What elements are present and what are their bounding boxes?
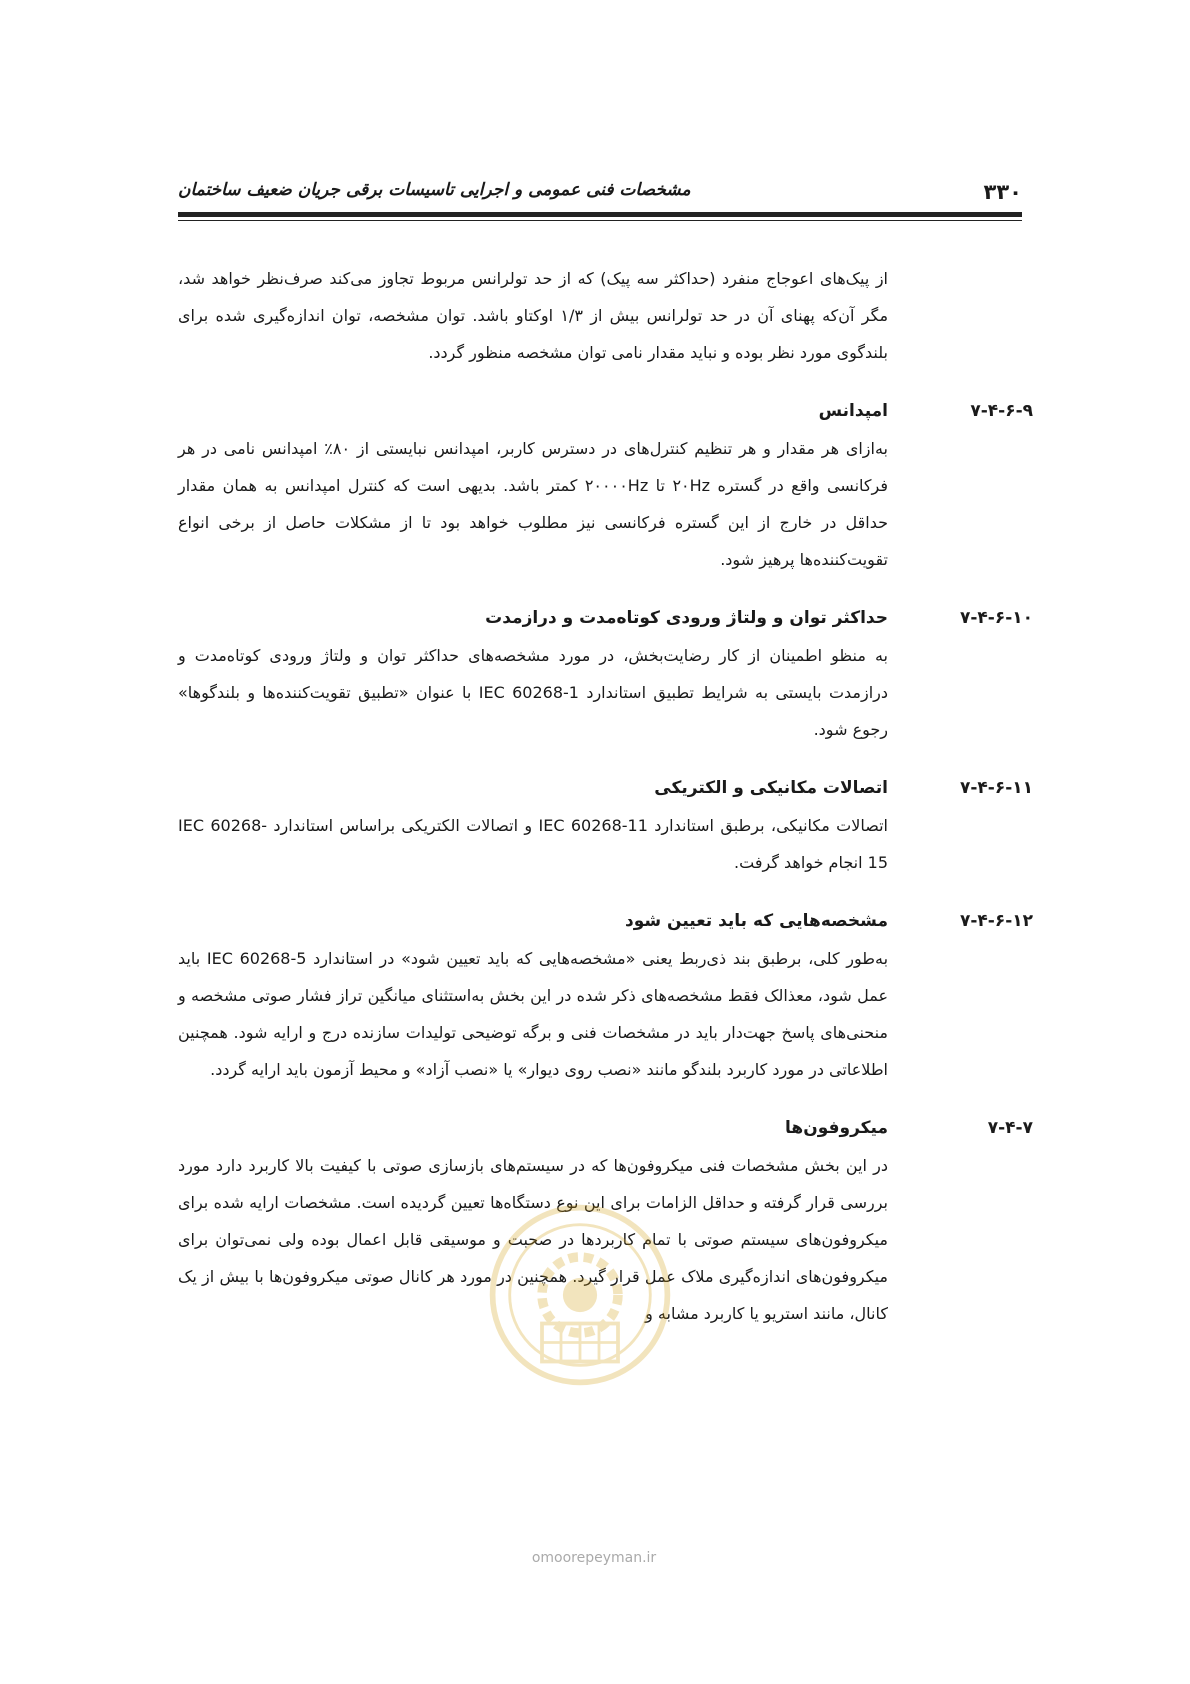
- section-title: امپدانس: [818, 401, 888, 421]
- running-title: مشخصات فنی عمومی و اجرایی تاسیسات برقی جریان ضعیف ساختمان: [178, 180, 691, 200]
- section-title: حداکثر توان و ولتاژ ورودی کوتاه‌مدت و درازمدت: [485, 608, 888, 628]
- section-body: به منظو اطمینان از کار رضایت‌بخش، در مورد مشخصه‌های حداکثر توان و ولتاژ ورودی کوتاه‌مدت و درازمدت بایستی به شرایط تطبیق استاندارد IEC 60268-1 با عنوان «تطبیق تقویت‌کننده‌ها و بلندگوها» رجوع شود.: [178, 646, 889, 739]
- section-body: اتصالات مکانیکی، برطبق استاندارد IEC 60268-11 و اتصالات الکتریکی براساس استاندارد IEC 60268-15 انجام خواهد گرفت.: [178, 816, 888, 872]
- header-rule-thick: [178, 212, 1022, 217]
- section-title: اتصالات مکانیکی و الکتریکی: [654, 778, 888, 798]
- page-header: [178, 176, 1022, 210]
- section-title: میکروفون‌ها: [785, 1118, 888, 1138]
- section-heading: [178, 770, 1033, 807]
- section-title: مشخصه‌هایی که باید تعیین شود: [625, 911, 888, 931]
- section-body: به‌ازای هر مقدار و هر تنظیم کنترل‌های در دسترس کاربر، امپدانس نبایستی از ۸۰٪ امپدانس نامی در هر فرکانسی واقع در گستره ۲۰Hz تا ۲۰۰۰۰Hz کمتر باشد. بدیهی است که کنترل امپدانس به همان مقدار حداقل در خارج از این گستره فرکانسی نیز مطلوب خواهد بود تا از مشکلات حاصل از برخی انواع تقویت‌کننده‌ها پرهیز شود.: [178, 439, 889, 569]
- section-impedance: [178, 393, 1033, 578]
- watermark-seal-icon: [485, 1200, 675, 1390]
- section-specifications: [178, 903, 1033, 1088]
- section-max-power-voltage: [178, 600, 1033, 748]
- section-heading: [178, 393, 1033, 430]
- section-number: ۷-۴-۶-۱۲: [959, 911, 1033, 931]
- section-number: ۷-۴-۶-۱۱: [959, 778, 1033, 798]
- watermark-site: omoorepeyman.ir: [531, 1550, 657, 1566]
- section-heading: [178, 1110, 1033, 1147]
- section-heading: [178, 600, 1033, 637]
- section-number: ۷-۴-۶-۱۰: [959, 608, 1033, 628]
- intro-paragraph: از پیک‌های اعوجاج منفرد (حداکثر سه پیک) که از حد تولرانس مربوط تجاوز می‌کند صرف‌نظر خواهد شد، مگر آن‌که پهنای آن در حد تولرانس بیش از ۱/۳ اوکتاو باشد. توان مشخصه، توان اندازه‌گیری شده برای بلندگوی مورد نظر بوده و نباید مقدار نامی توان مشخصه منظور گردد.: [178, 269, 889, 362]
- section-body: در این بخش مشخصات فنی میکروفون‌ها که در سیستم‌های بازسازی صوتی با کیفیت بالا کاربرد دارد مورد بررسی قرار گرفته و حداقل الزامات برای این نوع دستگاه‌ها تعیین گردیده است. مشخصات ارایه شده برای میکروفون‌های سیستم صوتی با تمام کاربردها در صحبت و موسیقی قابل اعمال بوده ولی نمی‌توان برای میکروفون‌های اندازه‌گیری ملاک عمل قرار گیرد. همچنین در مورد هر کانال صوتی میکروفون‌ها با بیش از یک کانال، مانند استریو یا کاربرد مشابه و: [178, 1156, 888, 1323]
- section-number: ۷-۴-۷: [987, 1118, 1033, 1138]
- section-body: به‌طور کلی، برطبق بند ذی‌ربط یعنی «مشخصه‌هایی که باید تعیین شود» در استاندارد IEC 60268-5 باید عمل شود، معذالک فقط مشخصه‌های ذکر شده در این بخش به‌استثنای میانگین تراز فشار صوتی مشخصه و منحنی‌های پاسخ جهت‌دار باید در مشخصات فنی و برگه توضیحی تولیدات سازنده درج و ارایه شود. همچنین اطلاعاتی در مورد کاربرد بلندگو مانند «نصب روی دیوار» یا «نصب آزاد» و محیط آزمون باید ارایه گردد.: [178, 949, 889, 1079]
- page-number: ۳۳۰: [983, 180, 1022, 204]
- header-rule-thin: [178, 220, 1022, 221]
- section-connections: [178, 770, 1033, 881]
- page-content: [178, 260, 1033, 1332]
- section-heading: [178, 903, 1033, 940]
- section-number: ۷-۴-۶-۹: [970, 401, 1033, 421]
